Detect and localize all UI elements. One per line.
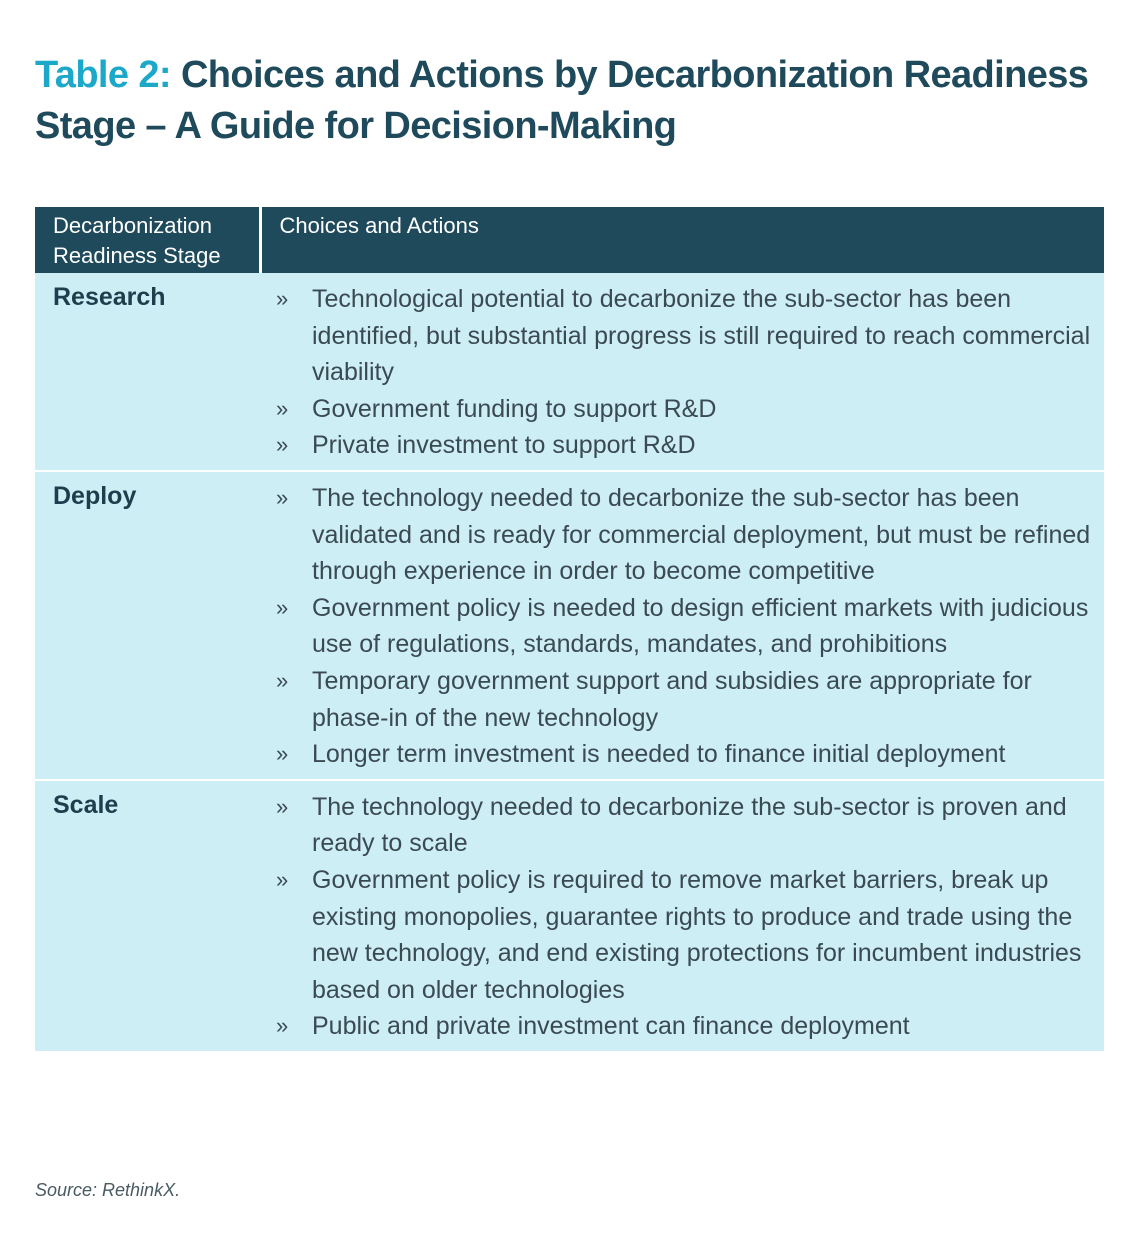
bullet-icon: » bbox=[276, 741, 289, 767]
action-text: Government policy is needed to design efficient markets with judicious use of regulations, standards, mandates, and prohibitions bbox=[312, 593, 1089, 659]
actions-cell bbox=[260, 273, 1104, 471]
title-prefix: Table 2: bbox=[35, 54, 171, 96]
action-item bbox=[260, 862, 1104, 1008]
action-item bbox=[260, 281, 1104, 391]
bullet-icon: » bbox=[276, 484, 289, 510]
action-text: Government policy is required to remove market barriers, break up existing monopolies, guarantee rights to produce and trade using the new technology, and end existing protections for incumbent industries based on older technologies bbox=[312, 865, 1082, 1004]
action-text: Government funding to support R&D bbox=[312, 394, 717, 423]
bullet-icon: » bbox=[276, 432, 289, 458]
readiness-table bbox=[35, 207, 1104, 1051]
action-text: Longer term investment is needed to finance initial deployment bbox=[312, 740, 1006, 769]
action-item bbox=[260, 663, 1104, 736]
stage-label: Deploy bbox=[35, 471, 260, 780]
title-main: Choices and Actions by Decarbonization Readiness Stage – A Guide for Decision-Making bbox=[35, 54, 1089, 147]
action-item bbox=[260, 480, 1104, 590]
action-text: The technology needed to decarbonize the sub-sector is proven and ready to scale bbox=[312, 792, 1067, 858]
action-item bbox=[260, 789, 1104, 862]
stage-label: Research bbox=[35, 273, 260, 471]
bullet-icon: » bbox=[276, 667, 289, 693]
source-note: Source: RethinkX. bbox=[35, 1180, 181, 1200]
actions-cell bbox=[260, 471, 1104, 780]
bullet-icon: » bbox=[276, 395, 289, 421]
table-row-deploy bbox=[35, 471, 1104, 780]
page-title bbox=[35, 50, 1095, 152]
action-item bbox=[260, 427, 1104, 464]
action-text: The technology needed to decarbonize the sub-sector has been validated and is ready for commercial deployment, but must be refined through experience in order to become competitive bbox=[312, 483, 1091, 586]
action-text: Temporary government support and subsidies are appropriate for phase-in of the new technology bbox=[312, 666, 1032, 732]
stage-label: Scale bbox=[35, 780, 260, 1051]
table-row-scale bbox=[35, 780, 1104, 1051]
action-item bbox=[260, 1008, 1104, 1045]
bullet-icon: » bbox=[276, 866, 289, 892]
header-stage: Decarbonization Readiness Stage bbox=[35, 207, 260, 273]
bullet-icon: » bbox=[276, 1013, 289, 1039]
action-text: Private investment to support R&D bbox=[312, 431, 696, 460]
bullet-icon: » bbox=[276, 793, 289, 819]
table-row-research bbox=[35, 273, 1104, 471]
action-item bbox=[260, 391, 1104, 428]
bullet-icon: » bbox=[276, 594, 289, 620]
action-item bbox=[260, 736, 1104, 773]
action-item bbox=[260, 590, 1104, 663]
action-text: Public and private investment can finance deployment bbox=[312, 1012, 910, 1041]
header-actions: Choices and Actions bbox=[260, 207, 1104, 273]
actions-cell bbox=[260, 780, 1104, 1051]
bullet-icon: » bbox=[276, 286, 289, 311]
action-text: Technological potential to decarbonize the sub-sector has been identified, but substantial progress is still required to reach commercial viability bbox=[312, 285, 1091, 387]
table-header-row bbox=[35, 207, 1104, 273]
